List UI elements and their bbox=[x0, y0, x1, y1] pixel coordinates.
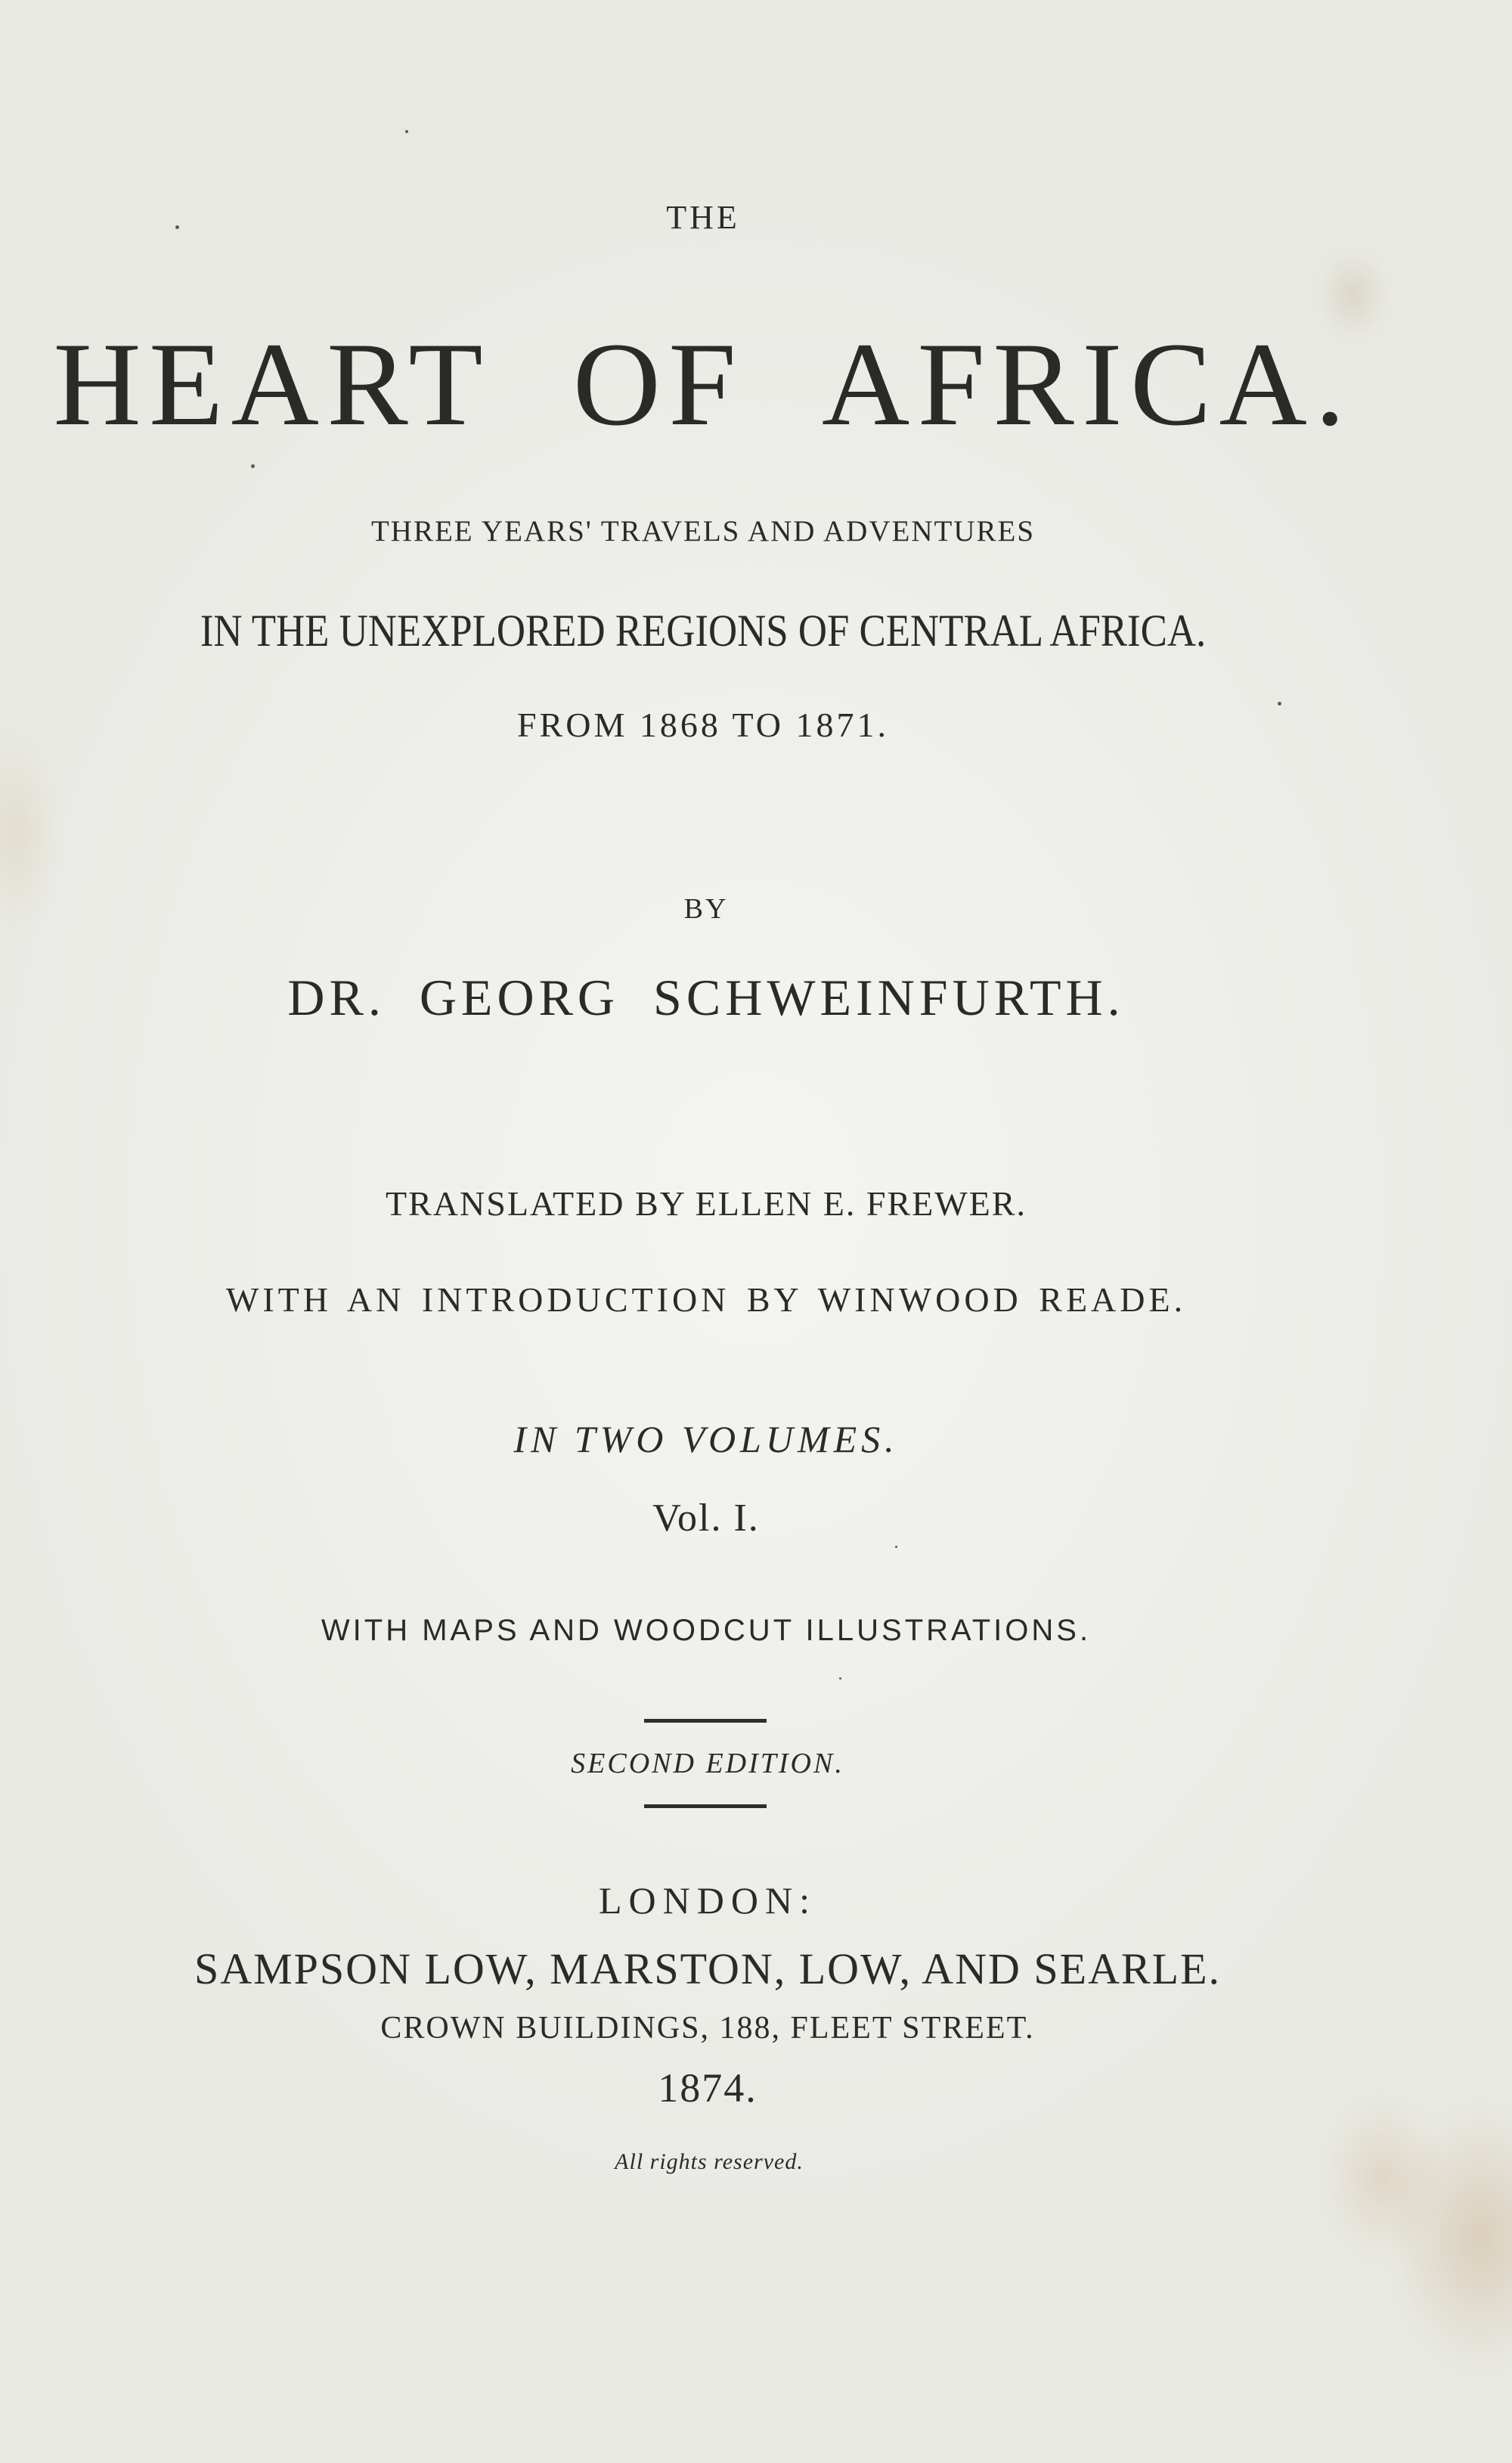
publisher-name: SAMPSON LOW, MARSTON, LOW, AND SEARLE. bbox=[194, 1944, 1222, 1993]
rights-notice: All rights reserved. bbox=[615, 2149, 804, 2174]
paper-speck bbox=[895, 1546, 897, 1548]
title-article: THE bbox=[666, 199, 740, 236]
divider-rule-top bbox=[644, 1719, 767, 1723]
author-name: DR. GEORG SCHWEINFURTH. bbox=[287, 969, 1125, 1026]
introduction-credit: WITH AN INTRODUCTION BY WINWOOD READE. bbox=[225, 1280, 1187, 1319]
illustrations-note: WITH MAPS AND WOODCUT ILLUSTRATIONS. bbox=[321, 1614, 1092, 1647]
paper-speck bbox=[405, 130, 408, 133]
volume-count: IN TWO VOLUMES. bbox=[513, 1418, 899, 1460]
main-title: HEART OF AFRICA. bbox=[53, 318, 1353, 451]
subtitle-line-2: IN THE UNEXPLORED REGIONS OF CENTRAL AFRICA. bbox=[200, 606, 1207, 656]
edition-label: SECOND EDITION. bbox=[571, 1748, 844, 1779]
paper-speck bbox=[1278, 702, 1281, 706]
subtitle-line-3: FROM 1868 TO 1871. bbox=[516, 706, 890, 744]
subtitle-line-1: THREE YEARS' TRAVELS AND ADVENTURES bbox=[370, 515, 1036, 548]
paper-speck bbox=[175, 225, 179, 229]
publication-year: 1874. bbox=[658, 2065, 758, 2111]
volume-number: Vol. I. bbox=[652, 1497, 760, 1540]
divider-rule-bottom bbox=[644, 1804, 767, 1808]
translator-credit: TRANSLATED BY ELLEN E. FREWER. bbox=[386, 1184, 1027, 1223]
publication-city: LONDON: bbox=[599, 1879, 816, 1922]
by-label: BY bbox=[683, 893, 729, 925]
publisher-address: CROWN BUILDINGS, 188, FLEET STREET. bbox=[380, 2011, 1035, 2046]
paper-speck bbox=[251, 464, 255, 468]
paper-speck bbox=[839, 1677, 841, 1680]
